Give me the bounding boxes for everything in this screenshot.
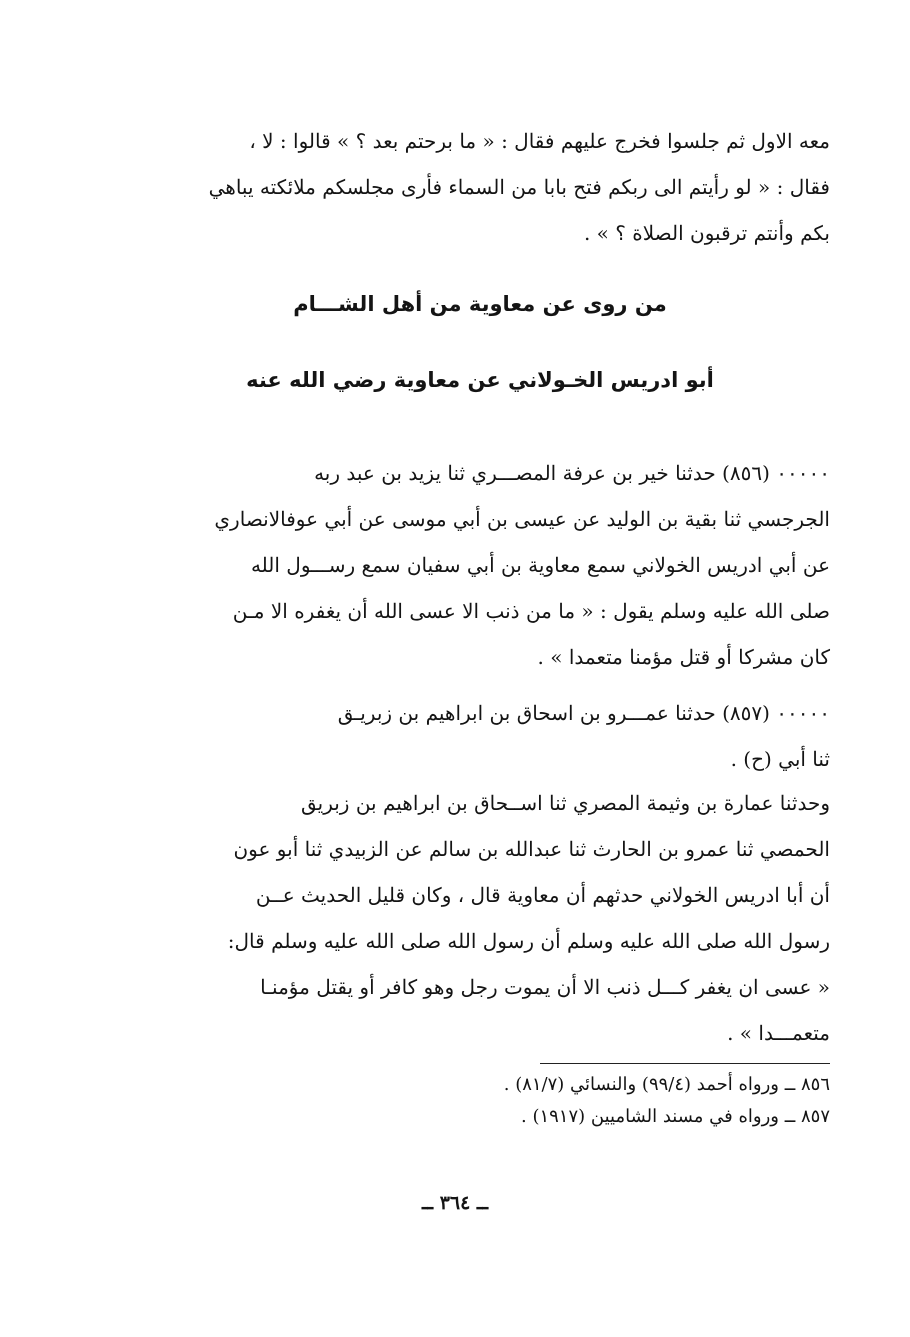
hadith-857-second-chain xyxy=(130,780,830,1056)
text-line: ٠٠٠٠٠ (٨٥٦) حدثنا خير بن عرفة المصـــري ثنا يزيد بن عبد ربه xyxy=(314,461,830,485)
text-line: « عسى ان يغفر كـــل ذنب الا أن يموت رجل وهو كافر أو يقتل مؤمنـا xyxy=(260,975,830,999)
page-number: ــ ٣٦٤ ــ xyxy=(421,1192,489,1214)
text-line: الحمصي ثنا عمرو بن الحارث ثنا عبدالله بن سالم عن الزبيدي ثنا أبو عون xyxy=(233,837,830,861)
text-line: عن أبي ادريس الخولاني سمع معاوية بن أبي سفيان سمع رســـول الله xyxy=(250,553,830,577)
footnote-857: ٨٥٧ ــ ورواه في مسند الشاميين (١٩١٧) . xyxy=(521,1106,830,1127)
footnote-divider xyxy=(540,1063,830,1064)
text-line: فقال : « لو رأيتم الى ربكم فتح بابا من السماء فأرى مجلسكم ملائكته يباهي xyxy=(208,175,830,199)
text-line: كان مشركا أو قتل مؤمنا متعمدا » . xyxy=(537,645,830,669)
text-line: رسول الله صلى الله عليه وسلم أن رسول الله صلى الله عليه وسلم قال: xyxy=(227,929,830,953)
text-line: معه الاول ثم جلسوا فخرج عليهم فقال : « ما برحتم بعد ؟ » قالوا : لا ، xyxy=(249,129,830,153)
hadith-857-paragraph xyxy=(130,690,830,782)
footnote-856: ٨٥٦ ــ ورواه أحمد (٩٩/٤) والنسائي (٨١/٧) . xyxy=(503,1074,830,1095)
text-line: ٠٠٠٠٠ (٨٥٧) حدثنا عمـــرو بن اسحاق بن ابراهيم بن زبريـق xyxy=(337,701,830,725)
intro-paragraph xyxy=(130,118,830,256)
hadith-856-paragraph xyxy=(130,450,830,680)
section-heading: من روى عن معاوية من أهل الشـــام xyxy=(293,292,667,316)
text-line: صلى الله عليه وسلم يقول : « ما من ذنب الا عسى الله أن يغفره الا مـن xyxy=(232,599,830,623)
text-line: متعمـــدا » . xyxy=(727,1021,830,1045)
text-line: وحدثنا عمارة بن وثيمة المصري ثنا اســحاق بن ابراهيم بن زبريق xyxy=(300,791,830,815)
text-line: ثنا أبي (ح) . xyxy=(730,747,830,771)
sub-heading: أبو ادريس الخـولاني عن معاوية رضي الله عنه xyxy=(246,368,714,392)
text-line: الجرجسي ثنا بقية بن الوليد عن عيسى بن أبي موسى عن أبي عوفالانصاري xyxy=(214,507,830,531)
text-line: أن أبا ادريس الخولاني حدثهم أن معاوية قال ، وكان قليل الحديث عــن xyxy=(255,883,830,907)
text-line: بكم وأنتم ترقبون الصلاة ؟ » . xyxy=(583,221,830,245)
